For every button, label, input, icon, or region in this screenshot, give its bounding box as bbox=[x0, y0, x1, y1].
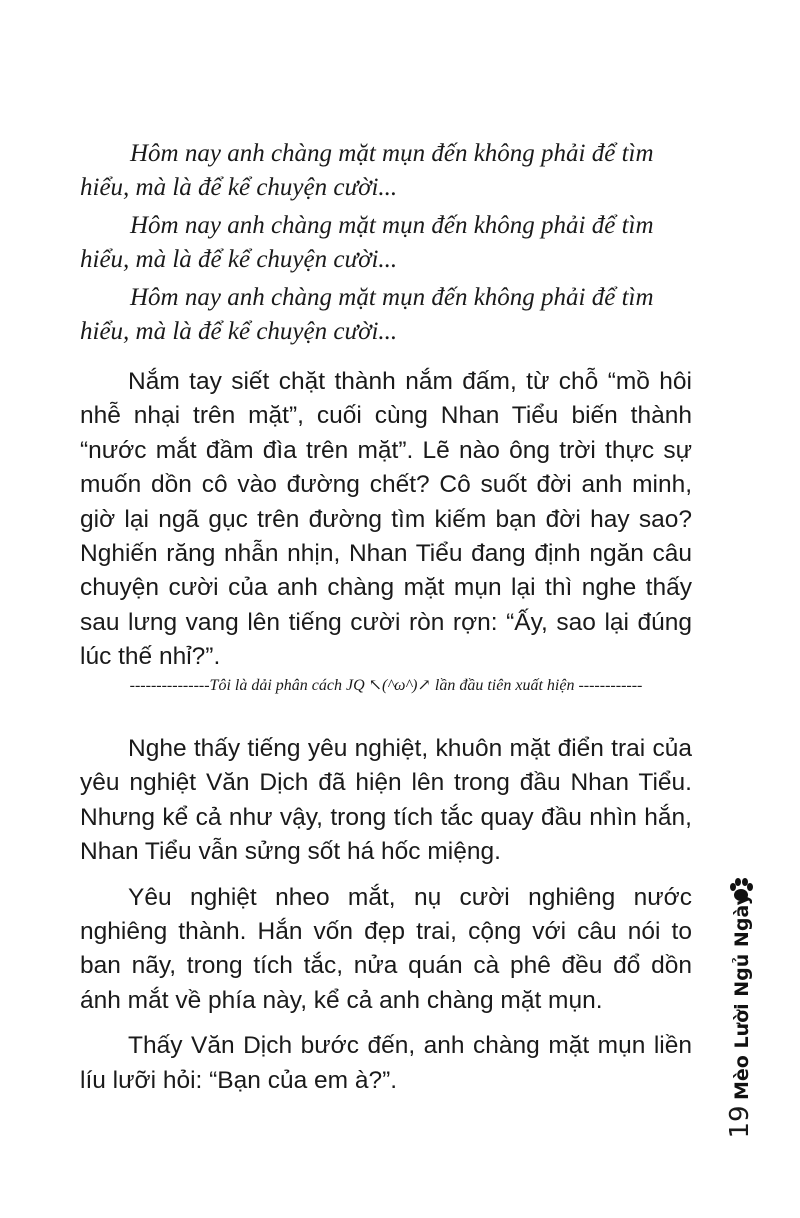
running-title bbox=[722, 880, 762, 1100]
page-number-text: 19 bbox=[725, 1105, 755, 1139]
page-number bbox=[720, 1102, 760, 1142]
italic-repeated-lines bbox=[80, 137, 692, 353]
italic-paragraph: Hôm nay anh chàng mặt mụn đến không phải để tìm hiểu, mà là để kể chuyện cười... bbox=[80, 284, 654, 345]
paragraph: Nắm tay siết chặt thành nắm đấm, từ chỗ “mồ hôi nhễ nhại trên mặt”, cuối cùng Nhan Tiểu biến thành “nước mắt đầm đìa trên mặt”. Lẽ nào ông trời thực sự muốn dồn cô vào đường chết? Cô suốt đời anh minh, giờ lại ngã gục trên đường tìm kiếm bạn đời hay sao? Nghiến răng nhẫn nhịn, Nhan Tiểu đang định ngăn câu chuyện cười của anh chàng mặt mụn lại thì nghe thấy sau lưng vang lên tiếng cười ròn rợn: “Ấy, sao lại đúng lúc thế nhỉ?”. bbox=[80, 368, 692, 671]
paragraph: Thấy Văn Dịch bước đến, anh chàng mặt mụn liền líu lưỡi hỏi: “Bạn của em à?”. bbox=[80, 1032, 692, 1094]
section-divider: ---------------Tôi là dải phân cách JQ ↖(^ω^)↗ lần đầu tiên xuất hiện ------------ bbox=[129, 677, 643, 694]
italic-paragraph: Hôm nay anh chàng mặt mụn đến không phải để tìm hiểu, mà là để kể chuyện cười... bbox=[80, 140, 654, 201]
italic-paragraph: Hôm nay anh chàng mặt mụn đến không phải để tìm hiểu, mà là để kể chuyện cười... bbox=[80, 212, 654, 273]
body-section-2 bbox=[80, 732, 692, 1109]
book-title: Mèo Lười Ngủ Ngày bbox=[731, 892, 753, 1100]
body-section-1 bbox=[80, 365, 692, 675]
paragraph: Yêu nghiệt nheo mắt, nụ cười nghiêng nước nghiêng thành. Hắn vốn đẹp trai, cộng với câu nói to ban nãy, trong tích tắc, nửa quán cà phê đều đổ dồn ánh mắt về phía này, kể cả anh chàng mặt mụn. bbox=[80, 883, 692, 1014]
paragraph: Nghe thấy tiếng yêu nghiệt, khuôn mặt điển trai của yêu nghiệt Văn Dịch đã hiện lên trong đầu Nhan Tiểu. Nhưng kể cả như vậy, trong tích tắc quay đầu nhìn hắn, Nhan Tiểu vẫn sửng sốt há hốc miệng. bbox=[80, 735, 692, 866]
